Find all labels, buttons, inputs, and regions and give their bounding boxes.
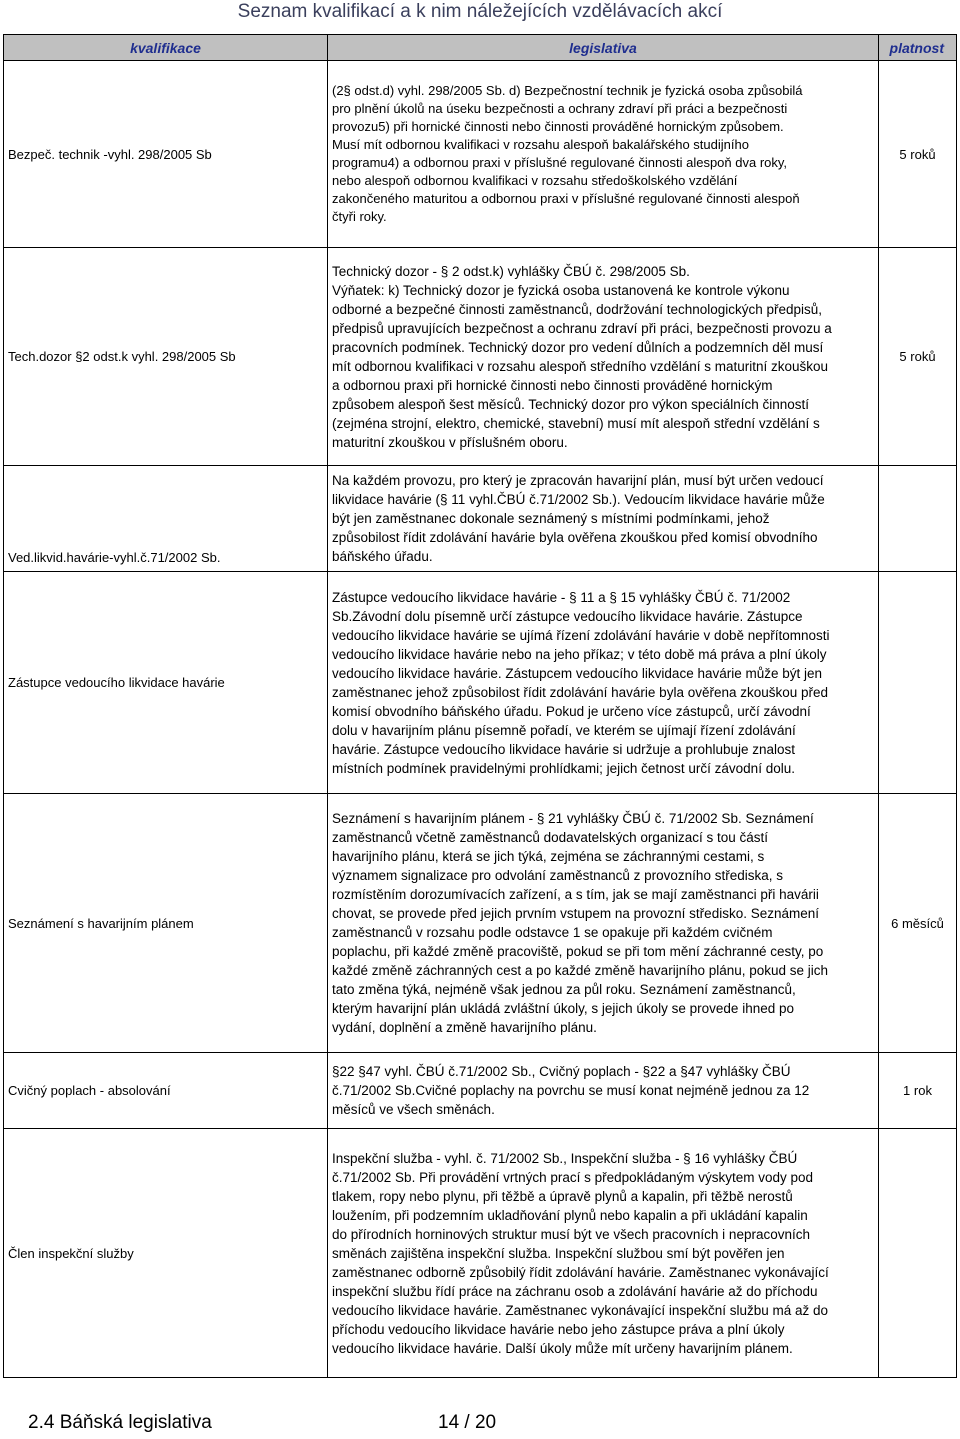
legislation-text: Na každém provozu, pro který je zpracován havarijní plán, musí být určen vedoucí likvidace havárie (§ 11 vyhl.ČBÚ č.71/2002 Sb.). Vedoucím likvidace havárie může být jen zaměstnanec dokonale seznámený s místními podmínkami, jehož způsobilost řídit zdolávání havárie byla ověřena zkouškou před komisí obvodního báňského úřadu. <box>332 473 825 564</box>
legislation-cell <box>328 794 879 1053</box>
table-row <box>4 1129 957 1378</box>
qualification-name: Člen inspekční služby <box>4 1129 328 1378</box>
validity-cell <box>879 572 957 794</box>
legislation-cell <box>328 572 879 794</box>
page-title: Seznam kvalifikací a k nim náležejících vzdělávacích akcí <box>237 1 723 22</box>
table-row <box>4 1053 957 1129</box>
legislation-text: Zástupce vedoucího likvidace havárie - § 11 a § 15 vyhlášky ČBÚ č. 71/2002 Sb.Závodní dolu písemně určí zástupce vedoucího likvidace havárie. Zástupce vedoucího likvidace havárie se ujímá řízení zdolávání havárie v době nepřítomnosti vedoucího likvidace havárie nebo na jeho příkaz; v této době má práva a plní úkoly vedoucího likvidace havárie. Zástupcem vedoucího likvidace havárie může být jen zaměstnanec jehož způsobilost řídit zdolávání havárie byla ověřena zkouškou před komisí obvodního báňského úřadu. Pokud je určeno více zástupců, určí závodní dolu v havarijním plánu písemně pořadí, ve kterém se ujímají řízení zdolávání havárie. Zástupce vedoucího likvidace havárie si udržuje a prohlubuje znalost místních podmínek pravidelnými prohlídkami; jejich četnost určí závodní dolu. <box>332 589 830 776</box>
table-row <box>4 794 957 1053</box>
legislation-cell <box>328 466 879 572</box>
table-row <box>4 466 957 572</box>
validity-cell: 6 měsíců <box>879 794 957 1053</box>
validity-cell: 1 rok <box>879 1053 957 1129</box>
qualification-name: Zástupce vedoucího likvidace havárie <box>4 572 328 794</box>
qualifications-table <box>3 34 957 1378</box>
page-number: 14 / 20 <box>438 1412 497 1433</box>
qualification-name: Bezpeč. technik -vyhl. 298/2005 Sb <box>4 61 328 248</box>
legislation-cell <box>328 248 879 466</box>
validity-cell <box>879 1129 957 1378</box>
legislation-text: Seznámení s havarijním plánem - § 21 vyhlášky ČBÚ č. 71/2002 Sb. Seznámení zaměstnanců včetně zaměstnanců dodavatelských organizací s tou částí havarijního plánu, která se jich týká, zejména se záchrannými cestami, s významem signalizace pro odvolání zaměstnanců z provozního střediska, s rozmístěním dorozumívacích zařízení, a s tím, jak se mají zaměstnanci při havárii chovat, se provede před jejich prvním vstupem na provozní středisko. Seznámení zaměstnanců v rozsahu podle odstavce 1 se opakuje při každém cvičném poplachu, při každé změně pracoviště, pokud se při tom mění záchranné cesty, po každé změně záchranných cest a po každé změně havarijního plánu, pokud se jich tato změna týká, nejméně však jednou za půl roku. Seznámení zaměstnanců, kterým havarijní plán ukládá zvláštní úkoly, s jejich úkoly se provede ihned po vydání, doplnění a změně havarijního plánu. <box>332 811 829 1035</box>
validity-cell <box>879 466 957 572</box>
column-header-kvalifikace: kvalifikace <box>4 35 328 61</box>
table-row <box>4 61 957 248</box>
legislation-cell <box>328 1053 879 1129</box>
legislation-text: Inspekční služba - vyhl. č. 71/2002 Sb., Inspekční služba - § 16 vyhlášky ČBÚ č.71/2002 Sb. Při provádění vrtných prací s předpokládaným výskytem vody pod tlakem, ropy nebo plynu, při těžbě a úpravě plynů a kapalin, při těžbě nerostů loužením, při podzemním ukladňování plynů nebo kapalin a při ukládání kapalin do přírodních horninových struktur musí být ve všech pracovních i nepracovních směnách zajištěna inspekční služba. Inspekční službou smí být pověřen jen zaměstnanec odborně způsobilý řídit zdolávání havárie. Zaměstnanec vykonávající inspekční službu řídí práce na záchranu osob a zdolávání havárie až do příchodu vedoucího likvidace havárie. Zaměstnanec vykonávající inspekční službu má až do příchodu vedoucího likvidace havárie nebo jeho zástupce práva a plní úkoly vedoucího likvidace havárie. Další úkoly může mít určeny havarijním plánem. <box>332 1150 829 1356</box>
qualification-name: Ved.likvid.havárie-vyhl.č.71/2002 Sb. <box>4 466 328 572</box>
legislation-text: §22 §47 vyhl. ČBÚ č.71/2002 Sb., Cvičný poplach - §22 a §47 vyhlášky ČBÚ č.71/2002 Sb.Cvičné poplachy na povrchu se musí konat nejméně jednou za 12 měsíců ve všech směnách. <box>332 1064 810 1117</box>
table-row <box>4 572 957 794</box>
legislation-cell <box>328 1129 879 1378</box>
validity-cell: 5 roků <box>879 248 957 466</box>
table-row <box>4 248 957 466</box>
qualification-name: Cvičný poplach - absolování <box>4 1053 328 1129</box>
legislation-text: (2§ odst.d) vyhl. 298/2005 Sb. d) Bezpečnostní technik je fyzická osoba způsobilá pro plnění úkolů na úseku bezpečnosti a ochrany zdraví při práci a bezpečnosti provozu5) při hornické činnosti nebo činnosti prováděné hornickým způsobem. Musí mít odbornou kvalifikaci v rozsahu alespoň bakalářského studijního programu4) a odbornou praxi v příslušné regulované činnosti alespoň dva roky, nebo alespoň odbornou kvalifikaci v rozsahu středoškolského vzdělání zakončeného maturitou a odbornou praxi v příslušné regulované činnosti alespoň čtyři roky. <box>332 83 803 224</box>
legislation-cell <box>328 61 879 248</box>
table-header-row <box>4 35 957 61</box>
legislation-text: Technický dozor - § 2 odst.k) vyhlášky ČBÚ č. 298/2005 Sb. Výňatek: k) Technický dozor je fyzická osoba ustanovená ke kontrole výkonu odborné a bezpečné činnosti zaměstnanců, dodržování technologických předpisů, předpisů upravujících bezpečnost a ochranu zdraví při práci, bezpečnosti provozu a pracovních podmínek. Technický dozor pro vedení důlních a podzemních děl musí mít odbornou kvalifikaci v rozsahu alespoň středního vzdělání s maturitní zkouškou a odbornou praxi při hornické činnosti nebo činnosti prováděné hornickým způsobem alespoň šest měsíců. Technický dozor pro výkon speciálních činností (zejména strojní, elektro, chemické, stavební) musí mít alespoň střední vzdělání s maturitní zkouškou v příslušném oboru. <box>332 263 832 450</box>
validity-cell: 5 roků <box>879 61 957 248</box>
qualification-name: Seznámení s havarijním plánem <box>4 794 328 1053</box>
footer-section-title: 2.4 Báňská legislativa <box>28 1412 212 1433</box>
column-header-legislativa: legislativa <box>328 35 879 61</box>
qualification-name: Tech.dozor §2 odst.k vyhl. 298/2005 Sb <box>4 248 328 466</box>
column-header-platnost: platnost <box>879 35 957 61</box>
